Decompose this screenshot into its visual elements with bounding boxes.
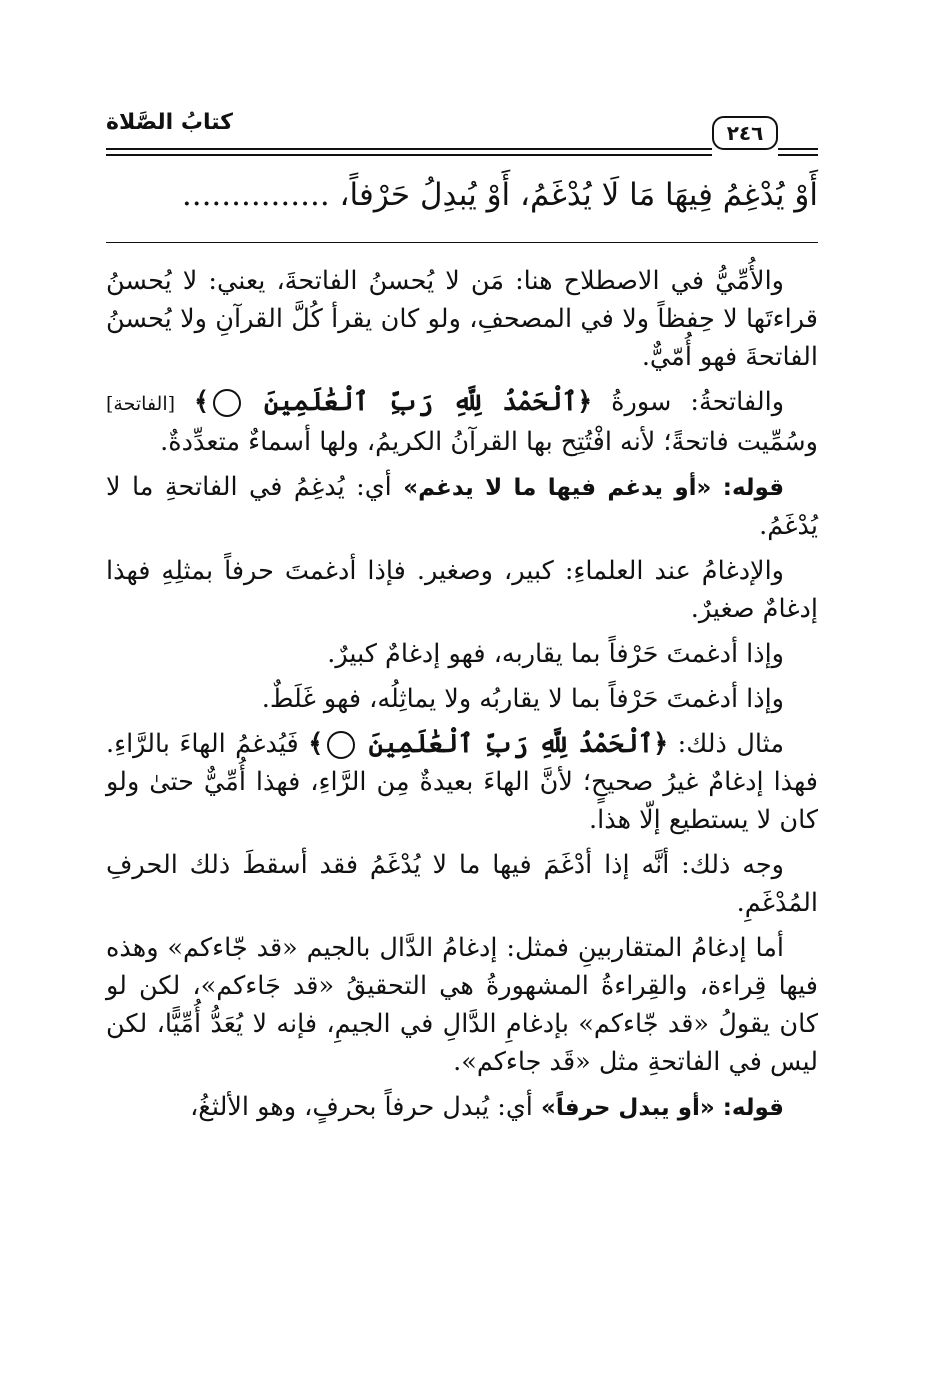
paragraph: قوله: «أو يدغم فيها ما لا يدغم» أي: يُدغِمُ في الفاتحةِ ما لا يُدْغَمُ. — [106, 472, 818, 541]
paragraph: والأُمِّيُّ في الاصطلاح هنا: مَن لا يُحسنُ الفاتحةَ، يعني: لا يُحسنُ قراءتَها لا حِفظاً ولا في المصحفِ، ولو كان يقرأ كُلَّ القرآنِ ولا يُحسنُ الفاتحةَ فهو أُمّيٌّ. — [106, 266, 818, 372]
ayah-end-icon — [327, 731, 355, 759]
paragraph: والفاتحةُ: سورةُ ﴿ٱلْحَمْدُ لِلَّهِ رَبِّ ٱلْعَٰلَمِينَ ﴾ [الفاتحة] وسُمِّيت فاتحةً؛ لأنه افْتُتِح بها القرآنُ الكريمُ، ولها أسماءٌ متعدِّدةٌ. — [106, 387, 818, 457]
matn-line — [106, 172, 818, 218]
header-rule — [778, 154, 818, 156]
paragraph: مثال ذلك: ﴿ٱلْحَمْدُ لِلَّهِ رَبِّ ٱلْعَٰلَمِينَ ﴾ فَيُدغمُ الهاءَ بالرَّاءِ. فهذا إدغامٌ غيرُ صحيحٍ؛ لأنَّ الهاءَ بعيدةٌ مِن الرَّاءِ، فهذا أُمِّيٌّ حتىٰ ولو كان لا يستطيع إلّا هذا. — [106, 729, 818, 835]
commentary-body — [106, 262, 818, 1134]
section-separator — [106, 242, 818, 243]
matn-text: أَوْ يُدْغِمُ فِيهَا مَا لَا يُدْغَمُ، أَوْ يُبدِلُ حَرْفاً، — [339, 177, 818, 213]
quran-verse: ﴿ٱلْحَمْدُ لِلَّهِ رَبِّ ٱلْعَٰلَمِينَ — [368, 729, 669, 759]
book-title: كتابُ الصَّلاة — [106, 110, 233, 135]
ayah-end-icon — [213, 389, 241, 417]
verse-reference: [الفاتحة] — [106, 393, 176, 415]
paragraph: وإذا أدغمتَ حَرْفاً بما لا يقاربُه ولا يماثِلُه، فهو غَلَطٌ. — [261, 684, 784, 714]
header-rule — [106, 154, 712, 156]
paragraph: قوله: «أو يبدل حرفاً» أي: يُبدل حرفاً بحرفٍ، وهو الألثغُ، — [190, 1092, 784, 1122]
paragraph: والإدغامُ عند العلماءِ: كبير، وصغير. فإذا أدغمتَ حرفاً بمثلِهِ فهذا إدغامٌ صغيرٌ. — [106, 556, 818, 624]
page-number: ٢٤٦ — [712, 116, 778, 150]
paragraph: وجه ذلك: أنَّه إذا أدْغَمَ فيها ما لا يُدْغَمُ فقد أسقطَ ذلك الحرفِ المُدْغَمِ. — [106, 850, 818, 918]
quote-label: قوله: «أو يدغم فيها ما لا يدغم» — [403, 475, 785, 501]
quran-verse: ﴿ٱلْحَمْدُ لِلَّهِ رَبِّ ٱلْعَٰلَمِينَ — [263, 387, 593, 417]
paragraph: أما إدغامُ المتقاربينِ فمثل: إدغامُ الدَّال بالجيم «قد جّاءكم» وهذه فيها قِراءة، والقِراءةُ المشهورةُ هي التحقيقُ «قد جَاءكم»، لكن لو كان يقولُ «قد جّاءكم» بإدغامِ الدَّالِ في الجيمِ، فإنه لا يُعَدُّ أُمِّيًّا، لكن ليس في الفاتحةِ مثل «قَد جاءكم». — [106, 933, 818, 1077]
header-rule — [778, 148, 818, 150]
quote-label: قوله: «أو يبدل حرفاً» — [540, 1095, 784, 1121]
paragraph: وإذا أدغمتَ حَرْفاً بما يقاربه، فهو إدغامٌ كبيرٌ. — [327, 639, 784, 669]
header-rule — [106, 148, 712, 150]
page-header — [106, 110, 818, 160]
ellipsis-dots: ............... — [181, 177, 330, 213]
